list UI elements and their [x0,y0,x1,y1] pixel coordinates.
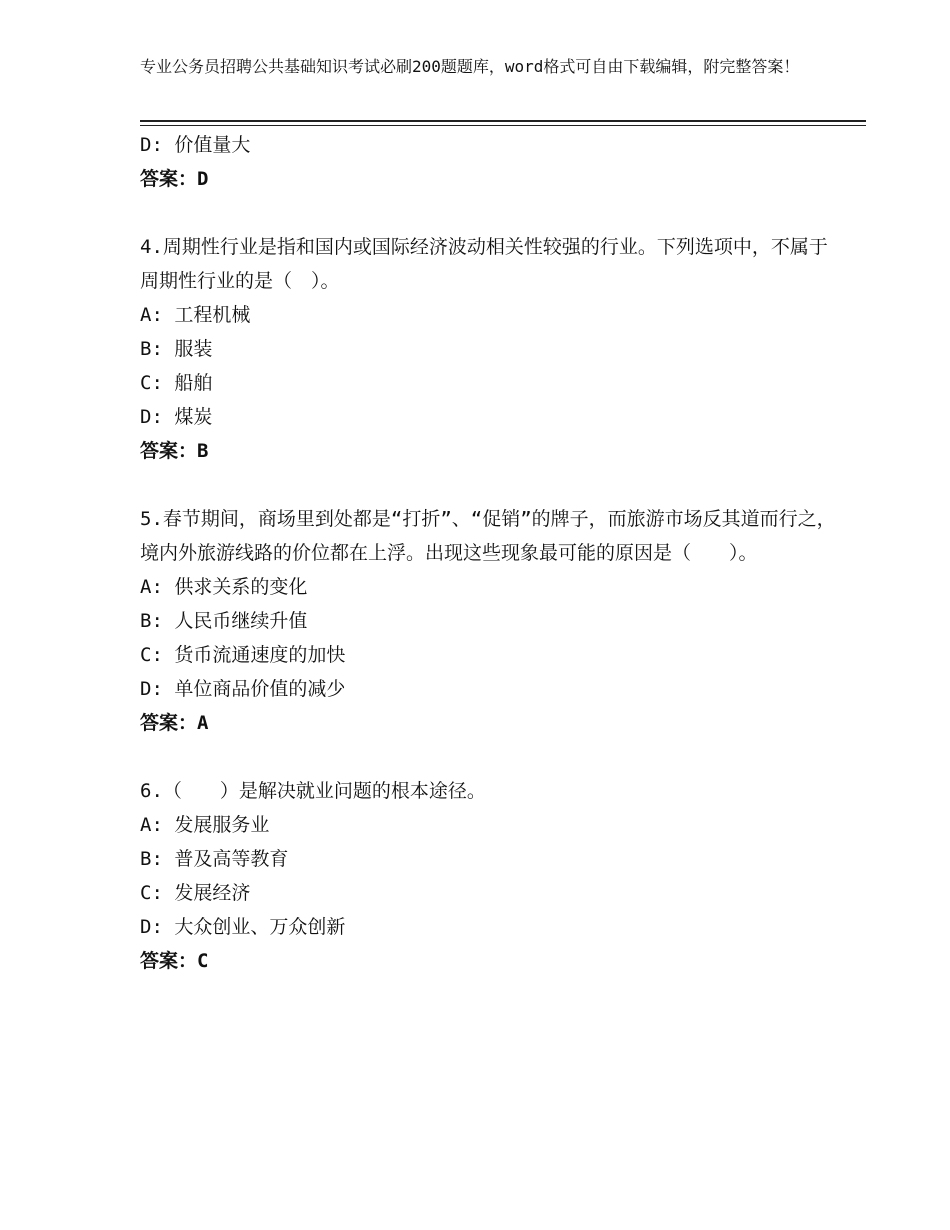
option-a: A: 发展服务业 [140,814,270,836]
question-5 [140,502,840,740]
option-d: D: 大众创业、万众创新 [140,916,346,938]
option-d: D: 煤炭 [140,406,213,428]
question-stem: 6.（ ）是解决就业问题的根本途径。 [140,780,486,802]
option-b: B: 服装 [140,338,213,360]
option-c: C: 船舶 [140,372,213,394]
question-stem: 4.周期性行业是指和国内或国际经济波动相关性较强的行业。下列选项中，不属于周期性行业的是（ ）。 [140,236,828,292]
option-b: B: 人民币继续升值 [140,610,308,632]
previous-question-tail [140,128,840,196]
answer-line: 答案：C [140,950,209,972]
document-body [140,128,840,978]
header-text: 专业公务员招聘公共基础知识考试必刷200题题库，word格式可自由下载编辑，附完整答案！ [140,57,800,76]
answer-line: 答案：B [140,440,209,462]
answer-line: 答案：A [140,712,209,734]
header-rule-thin [140,125,866,126]
question-4 [140,230,840,468]
header-rule-thick [140,120,866,122]
page-header [140,56,820,78]
option-d: D: 价值量大 [140,134,251,156]
answer-line: 答案：D [140,168,209,190]
option-d: D: 单位商品价值的减少 [140,678,346,700]
option-c: C: 发展经济 [140,882,251,904]
option-a: A: 供求关系的变化 [140,576,308,598]
option-b: B: 普及高等教育 [140,848,289,870]
question-6 [140,774,840,978]
option-a: A: 工程机械 [140,304,251,326]
question-stem: 5.春节期间，商场里到处都是“打折”、“促销”的牌子，而旅游市场反其道而行之，境内外旅游线路的价位都在上浮。出现这些现象最可能的原因是（ ）。 [140,508,836,564]
option-c: C: 货币流通速度的加快 [140,644,346,666]
